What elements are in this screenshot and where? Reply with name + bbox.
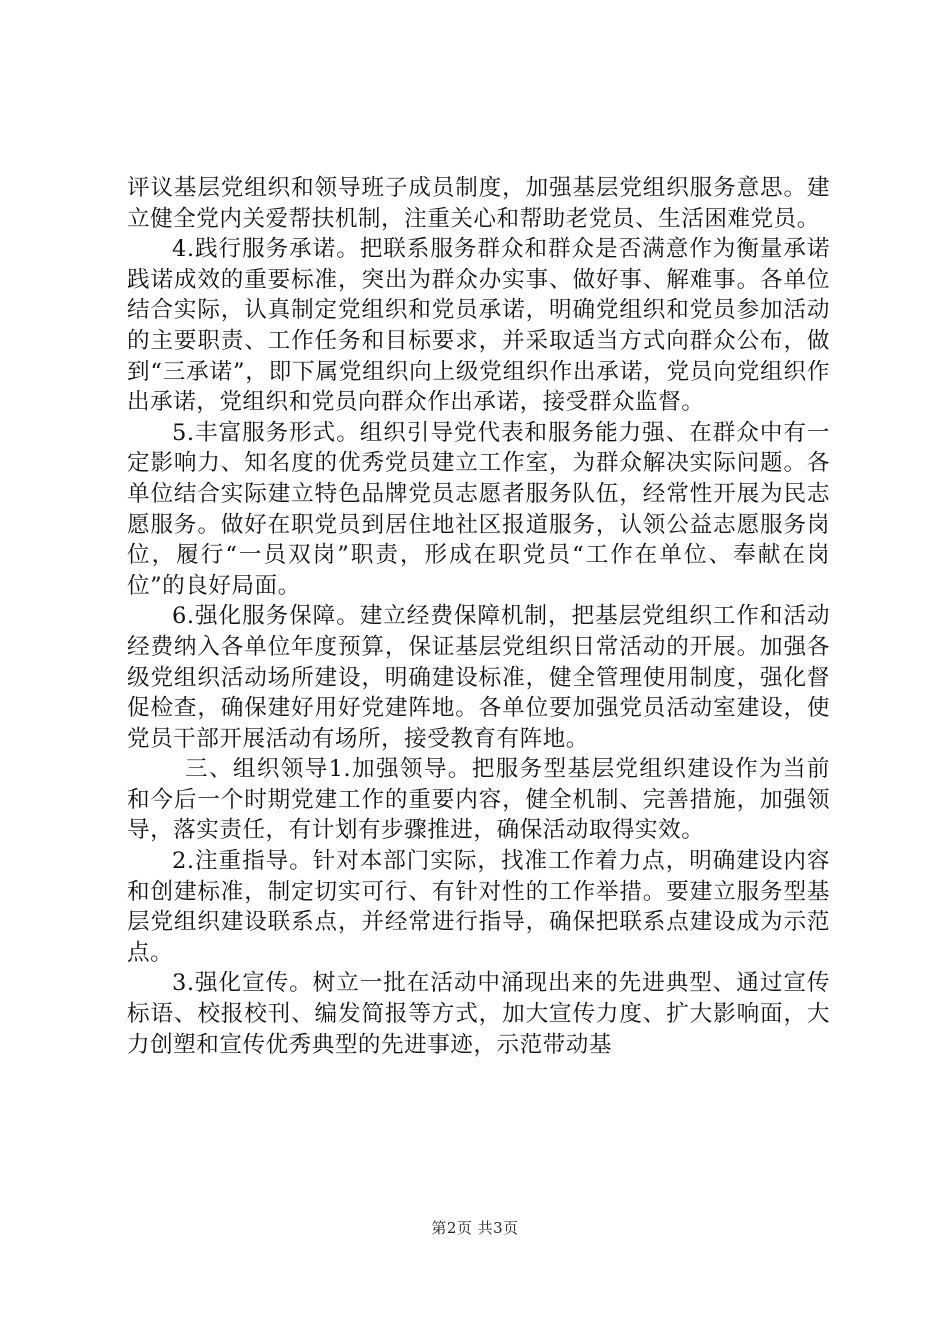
paragraph-organization-leadership: 三、组织领导1.加强领导。把服务型基层党组织建设作为当前和今后一个时期党建工作的重要内容，健全机制、完善措施，加强领导，落实责任，有计划有步骤推进，确保活动取得实效。 bbox=[127, 756, 830, 844]
paragraph-guidance: 2.注重指导。针对本部门实际，找准工作着力点，明确建设内容和创建标准，制定切实可行、有针对性的工作举措。要建立服务型基层党组织建设联系点，并经常进行指导，确保把联系点建设成为示范点。 bbox=[127, 848, 830, 966]
paragraph-continuation: 评议基层党组织和领导班子成员制度，加强基层党组织服务意思。建立健全党内关爱帮扶机制，注重关心和帮助老党员、生活困难党员。 bbox=[127, 175, 830, 232]
paragraph-service-commitment: 4.践行服务承诺。把联系服务群众和群众是否满意作为衡量承诺践诺成效的重要标准，突出为群众办实事、做好事、解难事。各单位结合实际，认真制定党组织和党员承诺，明确党组织和党员参加活动的主要职责、工作任务和目标要求，并采取适当方式向群众公布，做到“三承诺”，即下属党组织向上级党组织作出承诺，党员向党组织作出承诺，党组织和党员向群众作出承诺，接受群众监督。 bbox=[127, 236, 830, 416]
paragraph-publicity: 3.强化宣传。树立一批在活动中涌现出来的先进典型、通过宣传标语、校报校刊、编发简报等方式，加大宣传力度、扩大影响面，大力创塑和宣传优秀典型的先进事迹，示范带动基 bbox=[127, 970, 830, 1058]
document-body bbox=[127, 173, 830, 1060]
page-number-footer: 第2页 共3页 bbox=[431, 1219, 519, 1237]
paragraph-service-guarantee: 6.强化服务保障。建立经费保障机制，把基层党组织工作和活动经费纳入各单位年度预算，保证基层党组织日常活动的开展。加强各级党组织活动场所建设，明确建设标准，健全管理使用制度，强化督促检查，确保建好用好党建阵地。各单位要加强党员活动室建设，使党员干部开展活动有场所，接受教育有阵地。 bbox=[127, 603, 830, 752]
paragraph-service-forms: 5.丰富服务形式。组织引导党代表和服务能力强、在群众中有一定影响力、知名度的优秀党员建立工作室，为群众解决实际问题。各单位结合实际建立特色品牌党员志愿者服务队伍，经常性开展为民志愿服务。做好在职党员到居住地社区报道服务，认领公益志愿服务岗位，履行“一员双岗”职责，形成在职党员“工作在单位、奉献在岗位”的良好局面。 bbox=[127, 419, 830, 599]
